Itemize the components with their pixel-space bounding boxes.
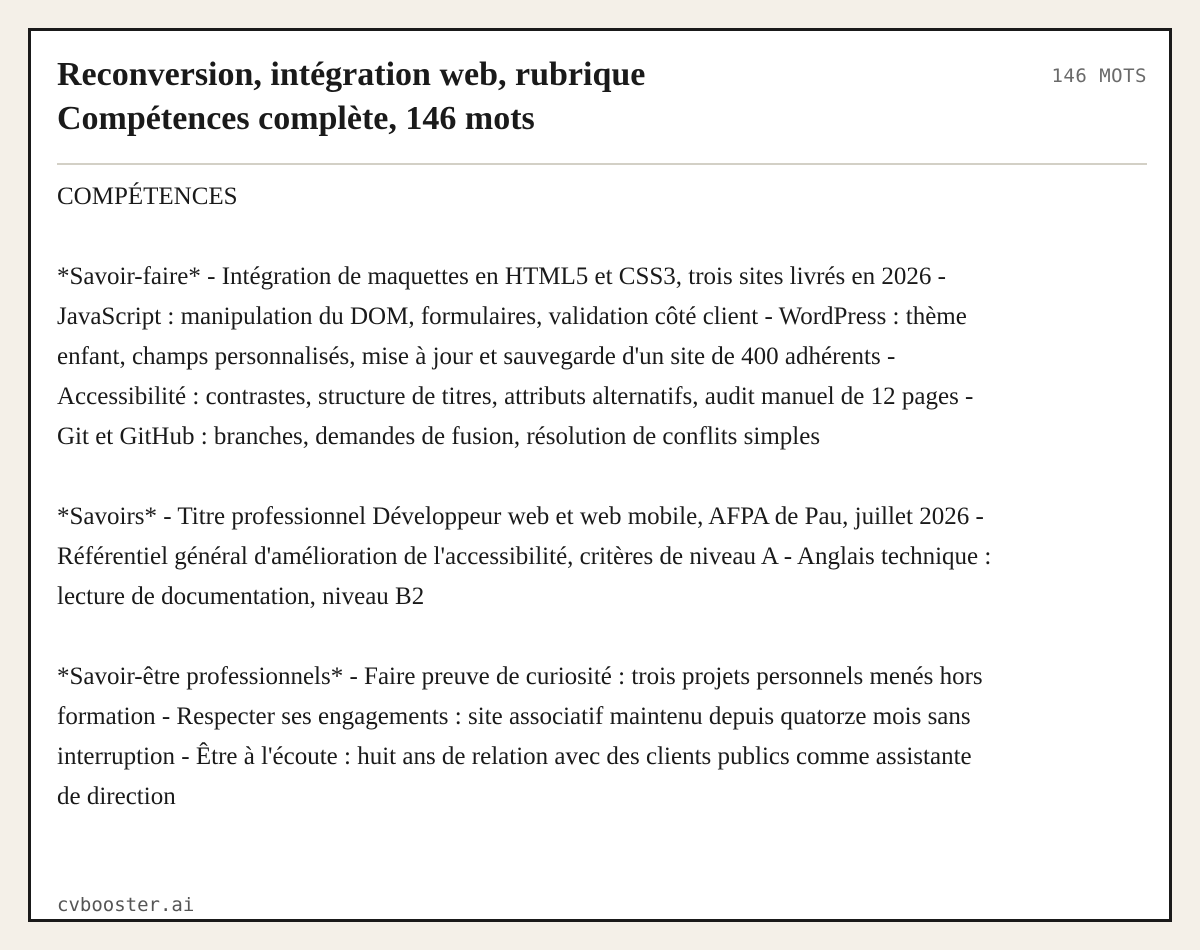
paragraph-savoir-faire: *Savoir-faire* - Intégration de maquettes en HTML5 et CSS3, trois sites livrés en 2026 - JavaScript : manipulation du DOM, formulaires, validation côté client - WordPress : thème enfant, champs personnalisés, mise à jour et sauvegarde d'un site de 400 adhérents - Accessibilité : contrastes, structure de titres, attributs alternatifs, audit manuel de 12 pages - Git et GitHub : branches, demandes de fusion, résolution de conflits simples bbox=[57, 263, 974, 450]
document-body bbox=[57, 177, 997, 857]
document-card bbox=[28, 28, 1172, 922]
section-heading: COMPÉTENCES bbox=[57, 183, 238, 210]
card-header bbox=[57, 53, 1147, 165]
document-title: Reconversion, intégration web, rubrique Compétences complète, 146 mots bbox=[57, 56, 646, 137]
word-count-badge: 146 MOTS bbox=[1051, 65, 1147, 87]
paragraph-savoirs: *Savoirs* - Titre professionnel Développeur web et web mobile, AFPA de Pau, juillet 2026 - Référentiel général d'amélioration de l'accessibilité, critères de niveau A - Anglais technique : lecture de documentation, niveau B2 bbox=[57, 503, 992, 610]
paragraph-savoir-etre: *Savoir-être professionnels* - Faire preuve de curiosité : trois projets personnels menés hors formation - Respecter ses engagements : site associatif maintenu depuis quatorze mois sans interruption - Être à l'écoute : huit ans de relation avec des clients publics comme assistante de direction bbox=[57, 663, 983, 810]
footer-brand: cvbooster.ai bbox=[57, 894, 195, 916]
